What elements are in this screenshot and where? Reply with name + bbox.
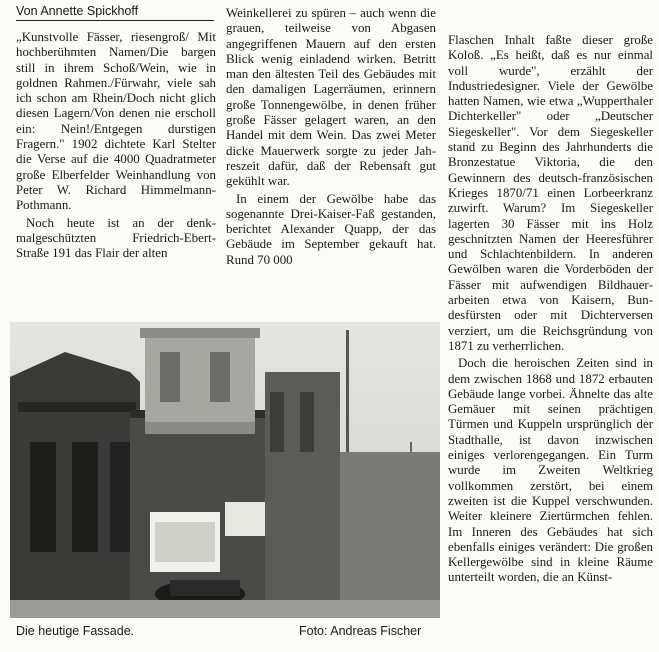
byline: Von Annette Spickhoff [16,4,214,21]
paragraph: In einem der Gewölbe habe das sogenannte Drei-Kaiser-Faß gestanden, berichtet Alexander Quapp, der das Gebäude im September gekauft hat. Rund 70 000 [226,191,436,267]
paragraph: Noch heute ist an der denkmalgeschützten Friedrich-Ebert-Straße 191 das Flair der alten [16,215,216,261]
article-column-3 [448,33,653,586]
facade-photo [10,322,440,618]
photo-credit: Foto: Andreas Fischer [299,624,422,638]
facade-illustration [10,322,440,618]
paragraph: Doch die heroischen Zeiten sind in dem zwischen 1868 und 1872 erbauten Gebäude lange vorbei. Ähnelte das alte Gemäuer mit seinen prächtigen Türmen und Kuppeln ursprünglich der Stadthalle, ist davon inzwischen einiges verlorengegangen. Ein Turm wurde im Zweiten Weltkrieg vollkommen zerstört, bei einem zweiten ist die Kuppel verschwunden. Weiter kleinere Ziertürmchen fehlen. Im Inneren des Gebäudes hat sich ebenfalls einiges verändert: Die großen Kellergewölbe sind in kleine Räume unterteilt worden, die an Künst- [448,356,653,585]
paragraph: „Kunstvolle Fässer, riesengroß/ Mit hochberühmten Namen/Die bargen still in ihrem Schoß/Wein, wie in goldnen Rahmen./Fürwahr, viele sah ich schon am Rhein/Doch nicht glich diesen Lagern/Von denen nie erscholl ein: Nein!/Entgegen durstigen Fragern." 1902 dichtete Karl Stelter die Verse auf die 4000 Quadratmeter große Elberfelder Weinhandlung von Peter W. Richard Himmelmann-Pothmann. [16,30,216,213]
photo-caption: Die heutige Fassade. [16,624,135,638]
paragraph: Weinkellerei zu spüren – auch wenn die grauen, teilweise von Abgasen angegriffenen Mauern auf den ersten Blick wenig einladend wirken. Betritt man den ältesten Teil des Gebäudes mit den damaligen Lagerräumen, erinnern große Tonnengewölbe, in denen früher große Fässer gelagert waren, an den Handel mit dem Wein. Das zwei Meter dicke Mauerwerk sorgte zu jeder Jahreszeit dafür, daß der Rebensaft gut gekühlt war. [226,6,436,189]
article-column-2 [226,6,436,268]
article-column-1 [16,30,216,261]
paragraph: Flaschen Inhalt faßte dieser große Koloß. „Es heißt, daß es nur einmal voll wurde", erzählt der Industriedesigner. Viele der Gewölbe hatten Namen, wie etwa „Wupperthaler Dichterkeller" oder „Deutscher Siegeskeller". Vor dem Siegeskeller stand zu Beginn des Jahrhunderts die Bronzestatue Viktoria, die den Gewinnern des deutsch-französischen Krieges 1870/71 einen Lorbeerkranz zuwirft. Warum? Im Siegeskeller lagerten 30 Fässer mit ins Holz geschnitzten Namen der Heeresführer und Schlachtenbildern. In anderen Gewölben waren die Vorderböden der Fässer mit aufwendigen Bildhauerarbeiten etwa von Kaisern, Bundesfürsten oder mit Dichterversen verziert, um die Reichsgründung von 1871 zu verherrlichen. [448,33,653,353]
